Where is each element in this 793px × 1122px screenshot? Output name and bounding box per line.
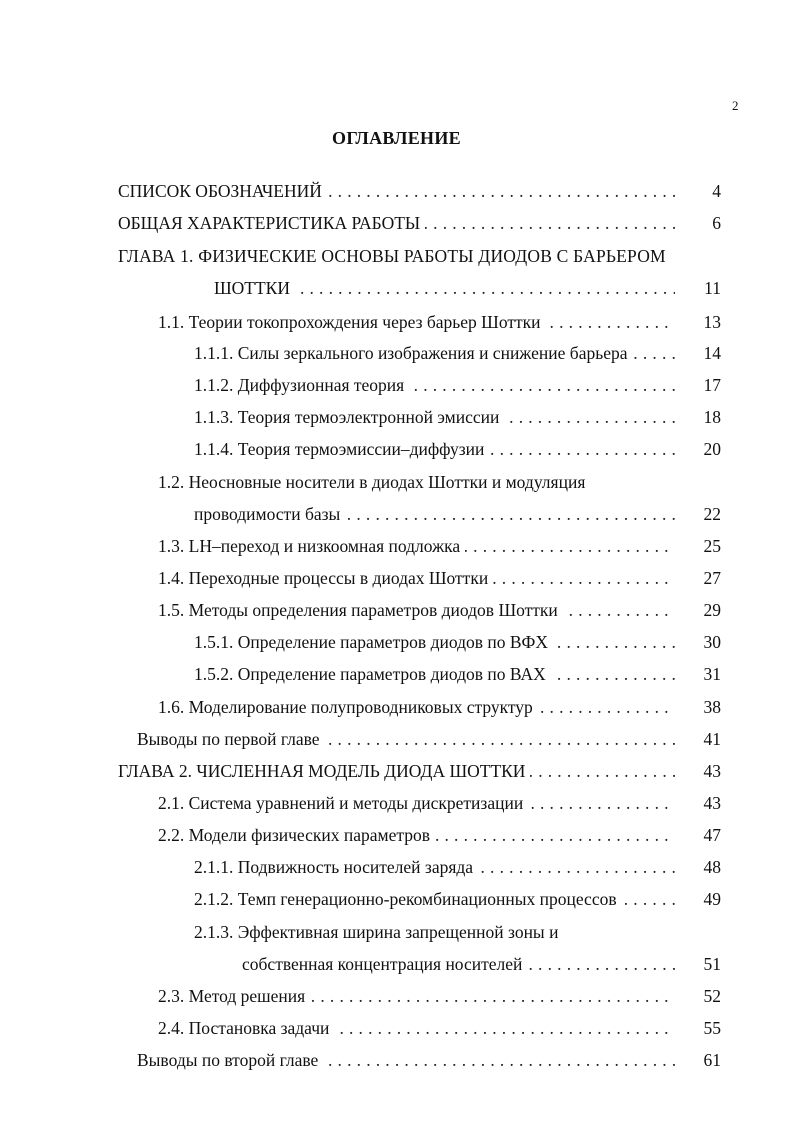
toc-entry	[158, 822, 675, 848]
toc-entry	[214, 275, 675, 301]
toc-entry-text: Выводы по первой главе	[137, 726, 325, 752]
toc-entry-text: 1.1.3. Теория термоэлектронной эмиссии	[194, 404, 504, 430]
toc-entry-text: 1.4. Переходные процессы в диодах Шоттки	[158, 565, 493, 591]
toc-entry-page: 51	[703, 954, 721, 974]
toc-entry	[158, 309, 675, 335]
toc-entry-page: 18	[703, 407, 721, 427]
toc-entry-text: 2.1.1. Подвижность носителей заряда	[194, 854, 478, 880]
toc-entry-text: 1.5.1. Определение параметров диодов по ВФХ	[194, 629, 553, 655]
toc-entry	[158, 565, 675, 591]
toc-entry-page: 61	[703, 1050, 721, 1070]
toc-entry	[194, 436, 675, 462]
toc-entry-text: 1.1. Теории токопрохождения через барьер Шоттки	[158, 309, 546, 335]
toc-entry	[242, 951, 675, 977]
toc-entry-page: 6	[712, 213, 721, 233]
toc-entry-page: 47	[703, 825, 721, 845]
toc-entry	[194, 340, 675, 366]
toc-entry-text: 1.5. Методы определения параметров диодов Шоттки	[158, 597, 563, 623]
toc-entry	[194, 372, 675, 398]
toc-chapter-heading: ГЛАВА 1. ФИЗИЧЕСКИЕ ОСНОВЫ РАБОТЫ ДИОДОВ С БАРЬЕРОМ	[118, 246, 666, 266]
toc-entry-page: 13	[703, 312, 721, 332]
toc-entry-page: 17	[703, 375, 721, 395]
toc-entry-text: Выводы по второй главе	[137, 1047, 323, 1073]
toc-entry	[194, 854, 675, 880]
toc-entry-text: 1.1.1. Силы зеркального изображения и снижение барьера	[194, 340, 633, 366]
toc-entry-page: 43	[703, 761, 721, 781]
toc-entry-text: 2.1. Система уравнений и методы дискретизации	[158, 790, 528, 816]
toc-entry	[118, 210, 675, 236]
toc-entry-text: СПИСОК ОБОЗНАЧЕНИЙ	[118, 178, 327, 204]
toc-entry-text: ШОТТКИ	[214, 275, 295, 301]
toc-entry-text: 2.4. Постановка задачи	[158, 1015, 334, 1041]
toc-entry-page: 27	[703, 568, 721, 588]
toc-subsection-heading: 2.1.3. Эффективная ширина запрещенной зоны и	[194, 922, 559, 942]
toc-entry	[158, 983, 675, 1009]
toc-entry-text: ГЛАВА 2. ЧИСЛЕННАЯ МОДЕЛЬ ДИОДА ШОТТКИ	[118, 758, 530, 784]
toc-entry	[118, 758, 675, 784]
toc-entry-text: проводимости базы	[194, 501, 345, 527]
toc-entry-page: 52	[703, 986, 721, 1006]
toc-entry-text: 2.2. Модели физических параметров	[158, 822, 435, 848]
toc-entry-page: 14	[703, 343, 721, 363]
toc-entry	[194, 661, 675, 687]
toc-entry-page: 31	[703, 664, 721, 684]
toc-entry-text: 1.1.4. Теория термоэмиссии–диффузии	[194, 436, 489, 462]
toc-entry-page: 4	[712, 181, 721, 201]
toc-entry	[194, 886, 675, 912]
toc-entry	[158, 790, 675, 816]
toc-entry-page: 48	[703, 857, 721, 877]
toc-entry-page: 20	[703, 439, 721, 459]
toc-entry-text: ОБЩАЯ ХАРАКТЕРИСТИКА РАБОТЫ	[118, 210, 425, 236]
toc-entry	[137, 726, 675, 752]
toc-entry	[158, 533, 675, 559]
toc-entry-page: 29	[703, 600, 721, 620]
toc-entry	[158, 1015, 675, 1041]
toc-entry-page: 49	[703, 889, 721, 909]
toc-entry-page: 25	[703, 536, 721, 556]
toc-entry	[118, 178, 675, 204]
toc-entry-text: 1.6. Моделирование полупроводниковых структур	[158, 694, 538, 720]
toc-entry-page: 38	[703, 697, 721, 717]
toc-entry-page: 43	[703, 793, 721, 813]
toc-entry	[158, 694, 675, 720]
toc-entry-text: собственная концентрация носителей	[242, 951, 527, 977]
toc-entry-page: 22	[703, 504, 721, 524]
toc-section-heading: 1.2. Неосновные носители в диодах Шоттки и модуляция	[158, 472, 586, 492]
toc-entry-page: 30	[703, 632, 721, 652]
toc-entry-page: 55	[703, 1018, 721, 1038]
toc-entry-text: 1.3. LH–переход и низкоомная подложка	[158, 533, 465, 559]
toc-entry-page: 41	[703, 729, 721, 749]
toc-title: ОГЛАВЛЕНИЕ	[332, 128, 461, 148]
toc-entry	[158, 597, 675, 623]
page-number: 2	[732, 98, 739, 113]
toc-entry-text: 1.5.2. Определение параметров диодов по ВАХ	[194, 661, 551, 687]
toc-entry	[194, 629, 675, 655]
toc-entry-page: 11	[704, 278, 721, 298]
toc-entry	[137, 1047, 675, 1073]
toc-entry-text: 2.1.2. Темп генерационно-рекомбинационных процессов	[194, 886, 622, 912]
toc-entry-text: 1.1.2. Диффузионная теория	[194, 372, 409, 398]
toc-entry	[194, 404, 675, 430]
toc-entry	[194, 501, 675, 527]
toc-entry-text: 2.3. Метод решения	[158, 983, 310, 1009]
